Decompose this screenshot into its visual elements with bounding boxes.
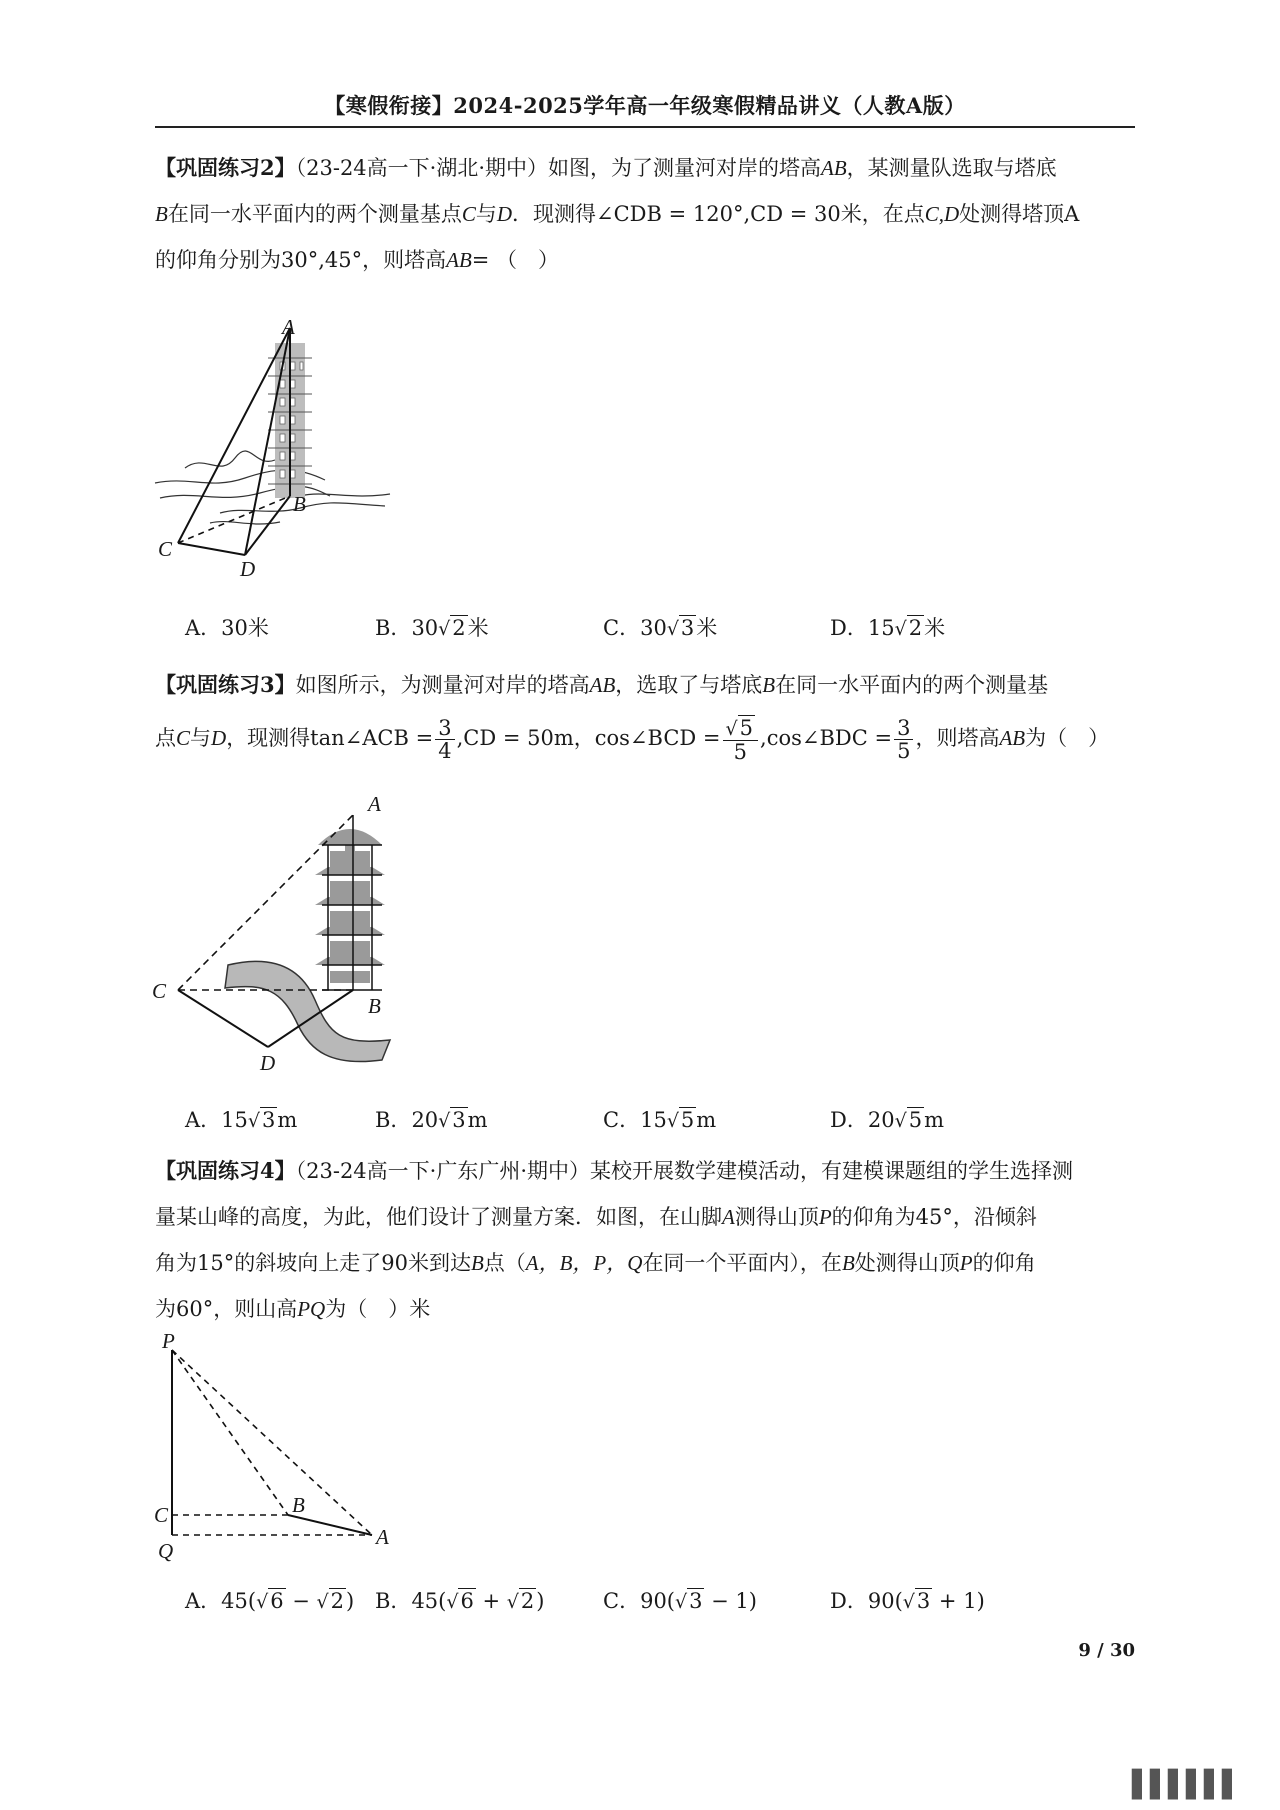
problem-2 (155, 145, 1140, 283)
problem-4-tag: 【巩固练习4】 (155, 1158, 296, 1183)
problem-2-tag: 【巩固练习2】 (155, 155, 296, 180)
figure-2-label-C: C (152, 979, 167, 1003)
problem-4-line-3: 角为15°的斜坡向上走了90米到达B点（A，B，P，Q在同一个平面内），在B处测得山顶P的仰角 (155, 1251, 1036, 1275)
sqrt-symbol: √5 (894, 1108, 923, 1132)
problem-4-source: （23-24高一下·广东广州·期中） (295, 1159, 591, 1183)
water-waves (155, 451, 390, 524)
fraction-tan: $\frac{3}{4}$ (435, 717, 454, 762)
problem-2-option-a[interactable]: A．30米 (185, 616, 269, 640)
problem-2-source: （23-24高一下·湖北·期中） (295, 156, 549, 180)
fraction-cos-bcd: $\frac{√5}{5}$ (723, 717, 758, 763)
problem-2-option-c[interactable]: C．30√3米 (603, 616, 718, 640)
figure-3-line-BA (288, 1515, 372, 1535)
figure-3-dashed-lines (172, 1350, 372, 1535)
sqrt-symbol: √3 (666, 616, 695, 640)
figure-3-label-P: P (162, 1330, 175, 1353)
problem-4-option-d[interactable]: D．90(√3 + 1) (830, 1589, 985, 1613)
problem-3-tag: 【巩固练习3】 (155, 672, 296, 697)
problem-3-line-1: 【巩固练习3】如图所示，为测量河对岸的塔高AB，选取了与塔底B在同一水平面内的两个测量基 (155, 672, 1049, 697)
problem-2-line-1: 【巩固练习2】（23-24高一下·湖北·期中）如图，为了测量河对岸的塔高AB，某测量队选取与塔底 (155, 155, 1057, 180)
problem-3-line-2: 点C与D，现测得tan∠ACB = $\frac{3}{4}$ ,CD = 50m，cos∠BCD = $\frac{√5}{5}$ ,cos∠BDC = $\frac{3}{5}$ ，则塔高AB为（ ） (155, 715, 1110, 764)
problem-4 (155, 1148, 1140, 1332)
figure-tower-1 (150, 318, 400, 583)
problem-4-option-c[interactable]: C．90(√3 − 1) (603, 1589, 757, 1613)
sqrt-symbol: √5 (666, 1108, 695, 1132)
figure-2-label-D: D (260, 1051, 276, 1075)
figure-3-label-A: A (376, 1525, 389, 1549)
header-divider (155, 126, 1135, 128)
figure-3-label-Q: Q (158, 1539, 174, 1563)
figure-3-label-B: B (292, 1493, 305, 1517)
figure-mountain (150, 1330, 410, 1565)
problem-3 (155, 662, 1140, 768)
figure-3-label-C: C (154, 1503, 169, 1527)
figure-2-label-A: A (368, 792, 381, 816)
sqrt-symbol: √2 (438, 616, 466, 640)
problem-4-line-1: 【巩固练习4】（23-24高一下·广东广州·期中）某校开展数学建模活动，有建模课题组的学生选择测 (155, 1158, 1074, 1183)
figure-tower-2 (150, 785, 420, 1075)
problem-2-line-3: 的仰角分别为30°,45°，则塔高AB= （ ） (155, 248, 560, 272)
problem-2-option-d[interactable]: D．15√2米 (830, 616, 946, 640)
problem-3-option-b[interactable]: B．20√3m (375, 1108, 488, 1132)
sqrt-symbol: √2 (894, 616, 923, 640)
sqrt-symbol: √3 (247, 1108, 276, 1132)
page-number: 9 / 30 (1078, 1640, 1135, 1661)
sqrt-symbol: √3 (438, 1108, 466, 1132)
figure-1-lines (178, 328, 290, 555)
figure-2-label-B: B (368, 994, 381, 1018)
problem-4-line-4: 为60°，则山高PQ为（ ）米 (155, 1297, 431, 1321)
problem-4-line-2: 量某山峰的高度，为此，他们设计了测量方案．如图，在山脚A测得山顶P的仰角为45°，沿倾斜 (155, 1205, 1037, 1229)
problem-3-option-a[interactable]: A．15√3m (185, 1108, 298, 1132)
problem-2-option-b[interactable]: B．30√2米 (375, 616, 489, 640)
pagoda-drawing (315, 829, 385, 983)
problem-2-line-2: B在同一水平面内的两个测量基点C与D．现测得∠CDB = 120°,CD = 30米，在点C,D处测得塔顶A (155, 202, 1080, 226)
problem-4-option-b[interactable]: B．45(√6 + √2) (375, 1589, 545, 1613)
figure-1-label-A: A (282, 318, 295, 339)
figure-1-label-D: D (240, 557, 256, 581)
problem-3-option-d[interactable]: D．20√5m (830, 1108, 944, 1132)
problem-3-option-c[interactable]: C．15√5m (603, 1108, 717, 1132)
figure-1-label-B: B (293, 492, 306, 516)
page-header-title: 【寒假衔接】2024-2025学年高一年级寒假精品讲义（人教A版） (324, 93, 966, 118)
fraction-cos-bdc: $\frac{3}{5}$ (894, 717, 913, 762)
figure-1-label-C: C (158, 537, 173, 561)
barcode-watermark-icon: ▌▌▌▌▌▌ (1132, 1770, 1240, 1800)
problem-4-option-a[interactable]: A．45(√6 − √2) (185, 1589, 355, 1613)
